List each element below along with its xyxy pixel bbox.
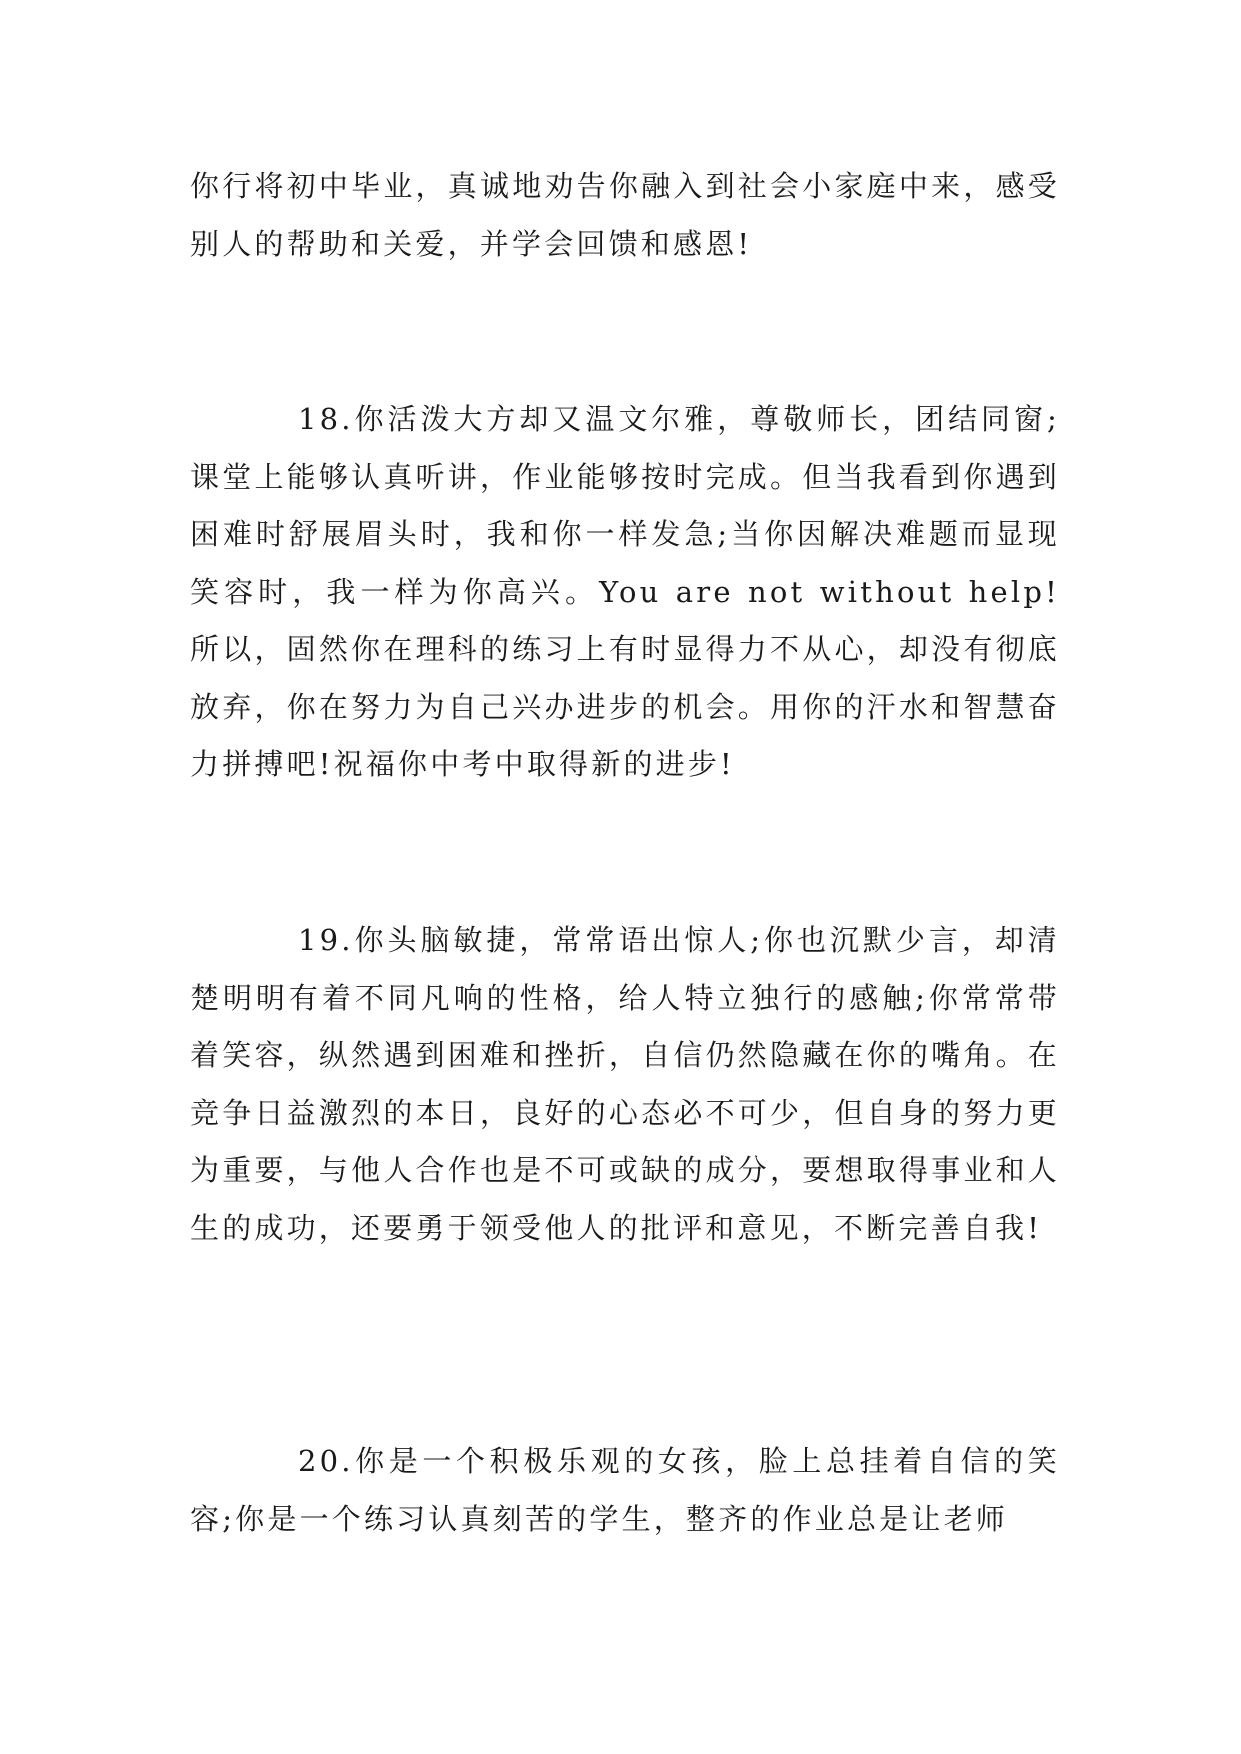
paragraph-continuation: 你行将初中毕业，真诚地劝告你融入到社会小家庭中来，感受别人的帮助和关爱，并学会回馈和感恩! xyxy=(190,169,1060,261)
paragraph-20: 20.你是一个积极乐观的女孩，脸上总挂着自信的笑容;你是一个练习认真刻苦的学生，整齐的作业总是让老师 xyxy=(190,1444,1060,1536)
paragraph-18: 18.你活泼大方却又温文尔雅，尊敬师长，团结同窗;课堂上能够认真听讲，作业能够按时完成。但当我看到你遇到困难时舒展眉头时，我和你一样发急;当你因解决难题而显现笑容时，我一样为你高兴。You are not without help!所以，固然你在理科的练习上有时显得力不从心，却没有彻底放弃，你在努力为自己兴办进步的机会。用你的汗水和智慧奋力拼搏吧!祝福你中考中取得新的进步! xyxy=(190,402,1060,781)
paragraph-19: 19.你头脑敏捷，常常语出惊人;你也沉默少言，却清楚明明有着不同凡响的性格，给人特立独行的感触;你常常带着笑容，纵然遇到困难和挫折，自信仍然隐藏在你的嘴角。在竞争日益激烈的本日，良好的心态必不可少，但自身的努力更为重要，与他人合作也是不可或缺的成分，要想取得事业和人生的成功，还要勇于领受他人的批评和意见，不断完善自我! xyxy=(190,923,1060,1245)
